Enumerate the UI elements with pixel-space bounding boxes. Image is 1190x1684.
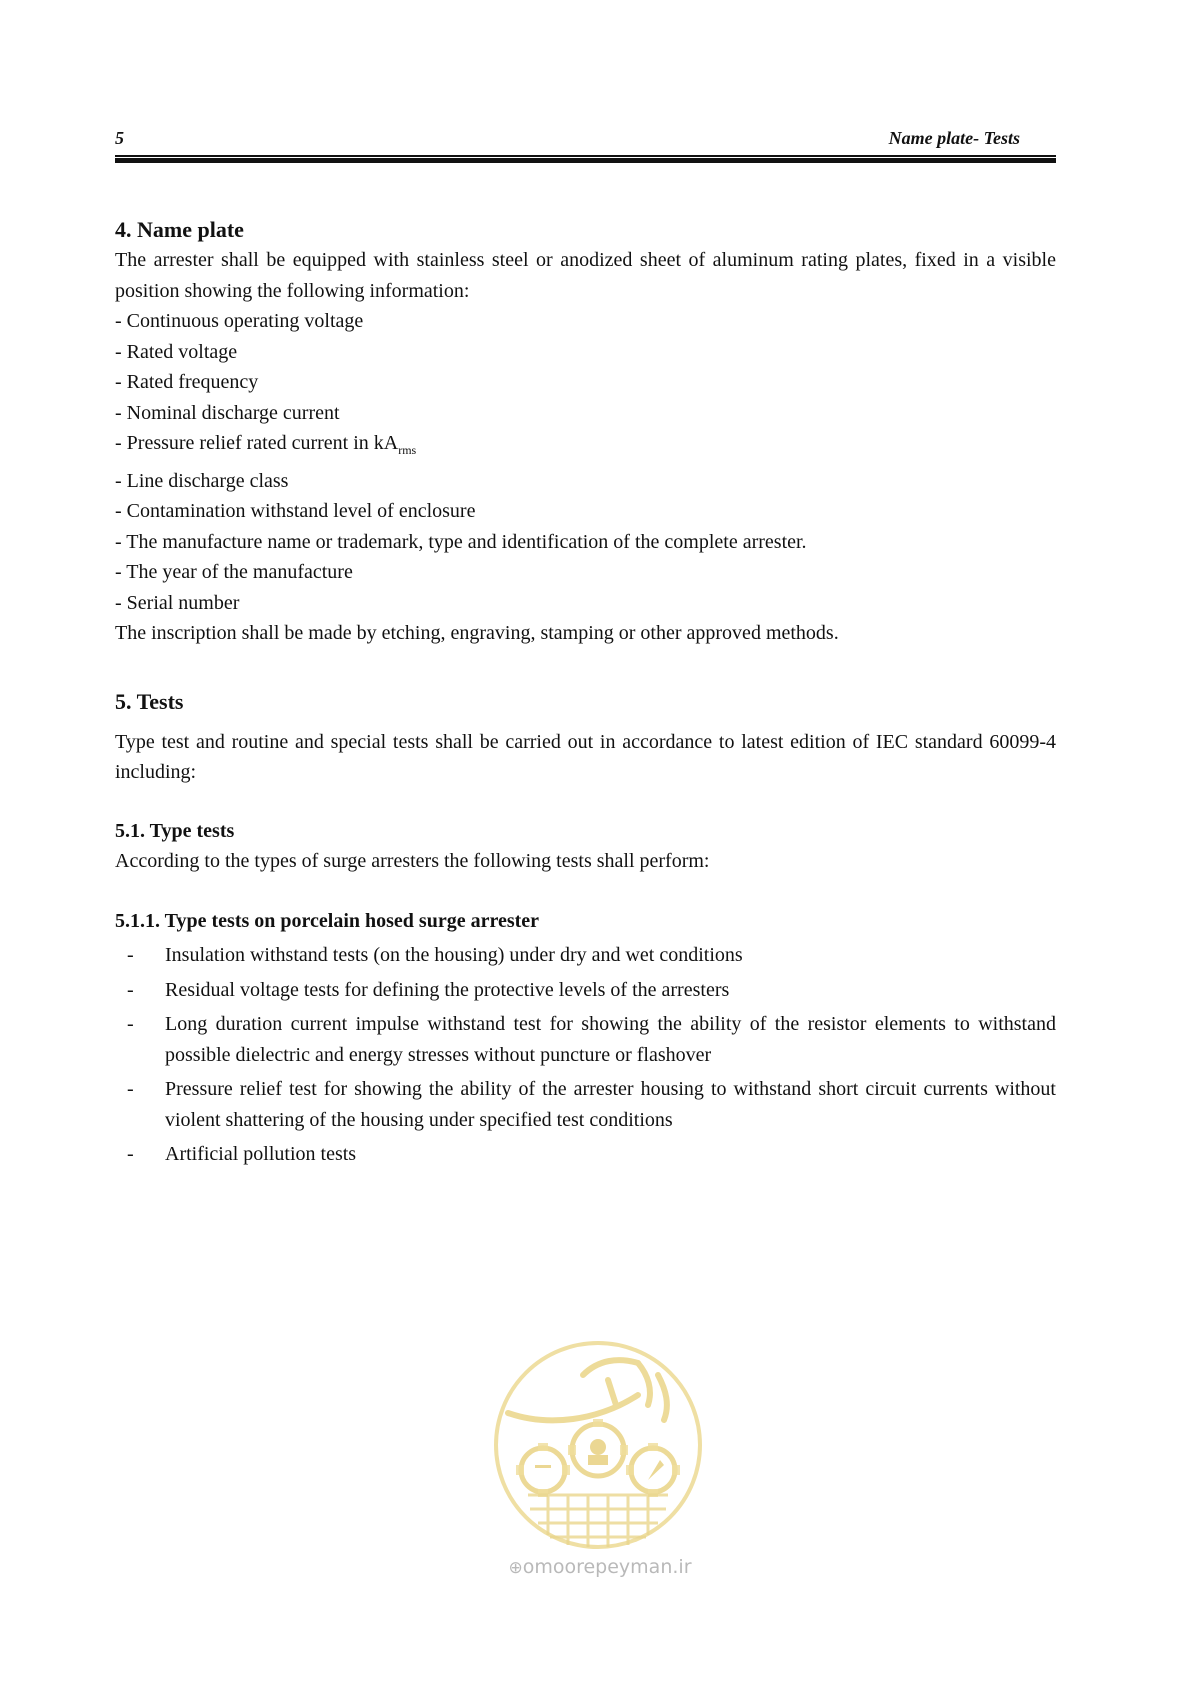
subsection-type-tests [115,816,1056,1170]
list-item: - Line discharge class [115,469,289,492]
list-item: - Rated frequency [115,371,259,393]
list-item [115,940,1056,971]
watermark-seal-icon [488,1335,708,1555]
subscript-rms: rms [398,443,417,457]
globe-icon: ⊕ [508,1558,523,1578]
list-item: - Nominal discharge current [115,401,340,424]
list-item: - Rated voltage [115,340,238,363]
list-item-text: Residual voltage tests for defining the protective levels of the arresters [165,978,730,1001]
running-title: Name plate- Tests [888,128,1020,148]
watermark-url: omoorepeyman.ir [522,1556,692,1578]
type-tests-list [115,940,1056,1170]
section-heading: 5. Tests [115,688,184,714]
section-closing: The inscription shall be made by etching, engraving, stamping or other approved methods. [115,622,839,644]
section-name-plate [115,215,1056,649]
list-item-text: - Pressure relief rated current in kA [115,432,399,454]
page-number: 5 [115,128,124,148]
name-plate-info-list [115,306,1056,618]
list-item [115,1009,1056,1070]
section-tests [115,687,1056,1170]
list-item: - Continuous operating voltage [115,310,364,332]
section-heading: 4. Name plate [115,217,244,242]
header-rule-thick [115,158,1056,163]
list-item [115,975,1056,1006]
page-content [115,215,1056,1174]
list-item-text: Insulation withstand tests (on the housing) under dry and wet conditions [165,944,743,966]
list-item: - Contamination withstand level of enclosure [115,500,476,522]
dash-bullet: - [127,1078,134,1100]
list-item: - The year of the manufacture [115,561,353,583]
list-item-text: Pressure relief test for showing the ability of the arrester housing to withstand short circuit currents without violent shattering of the housing under specified test conditions [165,1078,1056,1131]
section-intro: The arrester shall be equipped with stainless steel or anodized sheet of aluminum rating plates, fixed in a visible position showing the following information: [115,249,1056,302]
subsection-heading: 5.1. Type tests [115,819,235,842]
list-item [115,1139,1056,1170]
subsection-intro: According to the types of surge arresters the following tests shall perform: [115,849,710,872]
dash-bullet: - [127,944,134,966]
dash-bullet: - [127,1013,134,1035]
list-item: - The manufacture name or trademark, type and identification of the complete arrester. [115,530,807,553]
list-item: - Serial number [115,591,240,614]
subsection-porcelain-tests [115,906,1056,1170]
list-item [115,428,1056,466]
dash-bullet: - [127,1143,134,1165]
dash-bullet: - [127,978,134,1001]
section-intro: Type test and routine and special tests shall be carried out in accordance to latest edition of IEC standard 60099-4 including: [115,730,1056,783]
watermark-logo [488,1335,708,1585]
list-item-text: Artificial pollution tests [165,1143,357,1165]
watermark-caption [500,1556,700,1578]
header-rule-thin [115,155,1056,157]
list-item [115,1074,1056,1135]
list-item-text: Long duration current impulse withstand test for showing the ability of the resistor elements to withstand possible dielectric and energy stresses without puncture or flashover [165,1013,1056,1066]
subsection-heading: 5.1.1. Type tests on porcelain hosed surge arrester [115,910,540,932]
page-header [115,128,1056,152]
